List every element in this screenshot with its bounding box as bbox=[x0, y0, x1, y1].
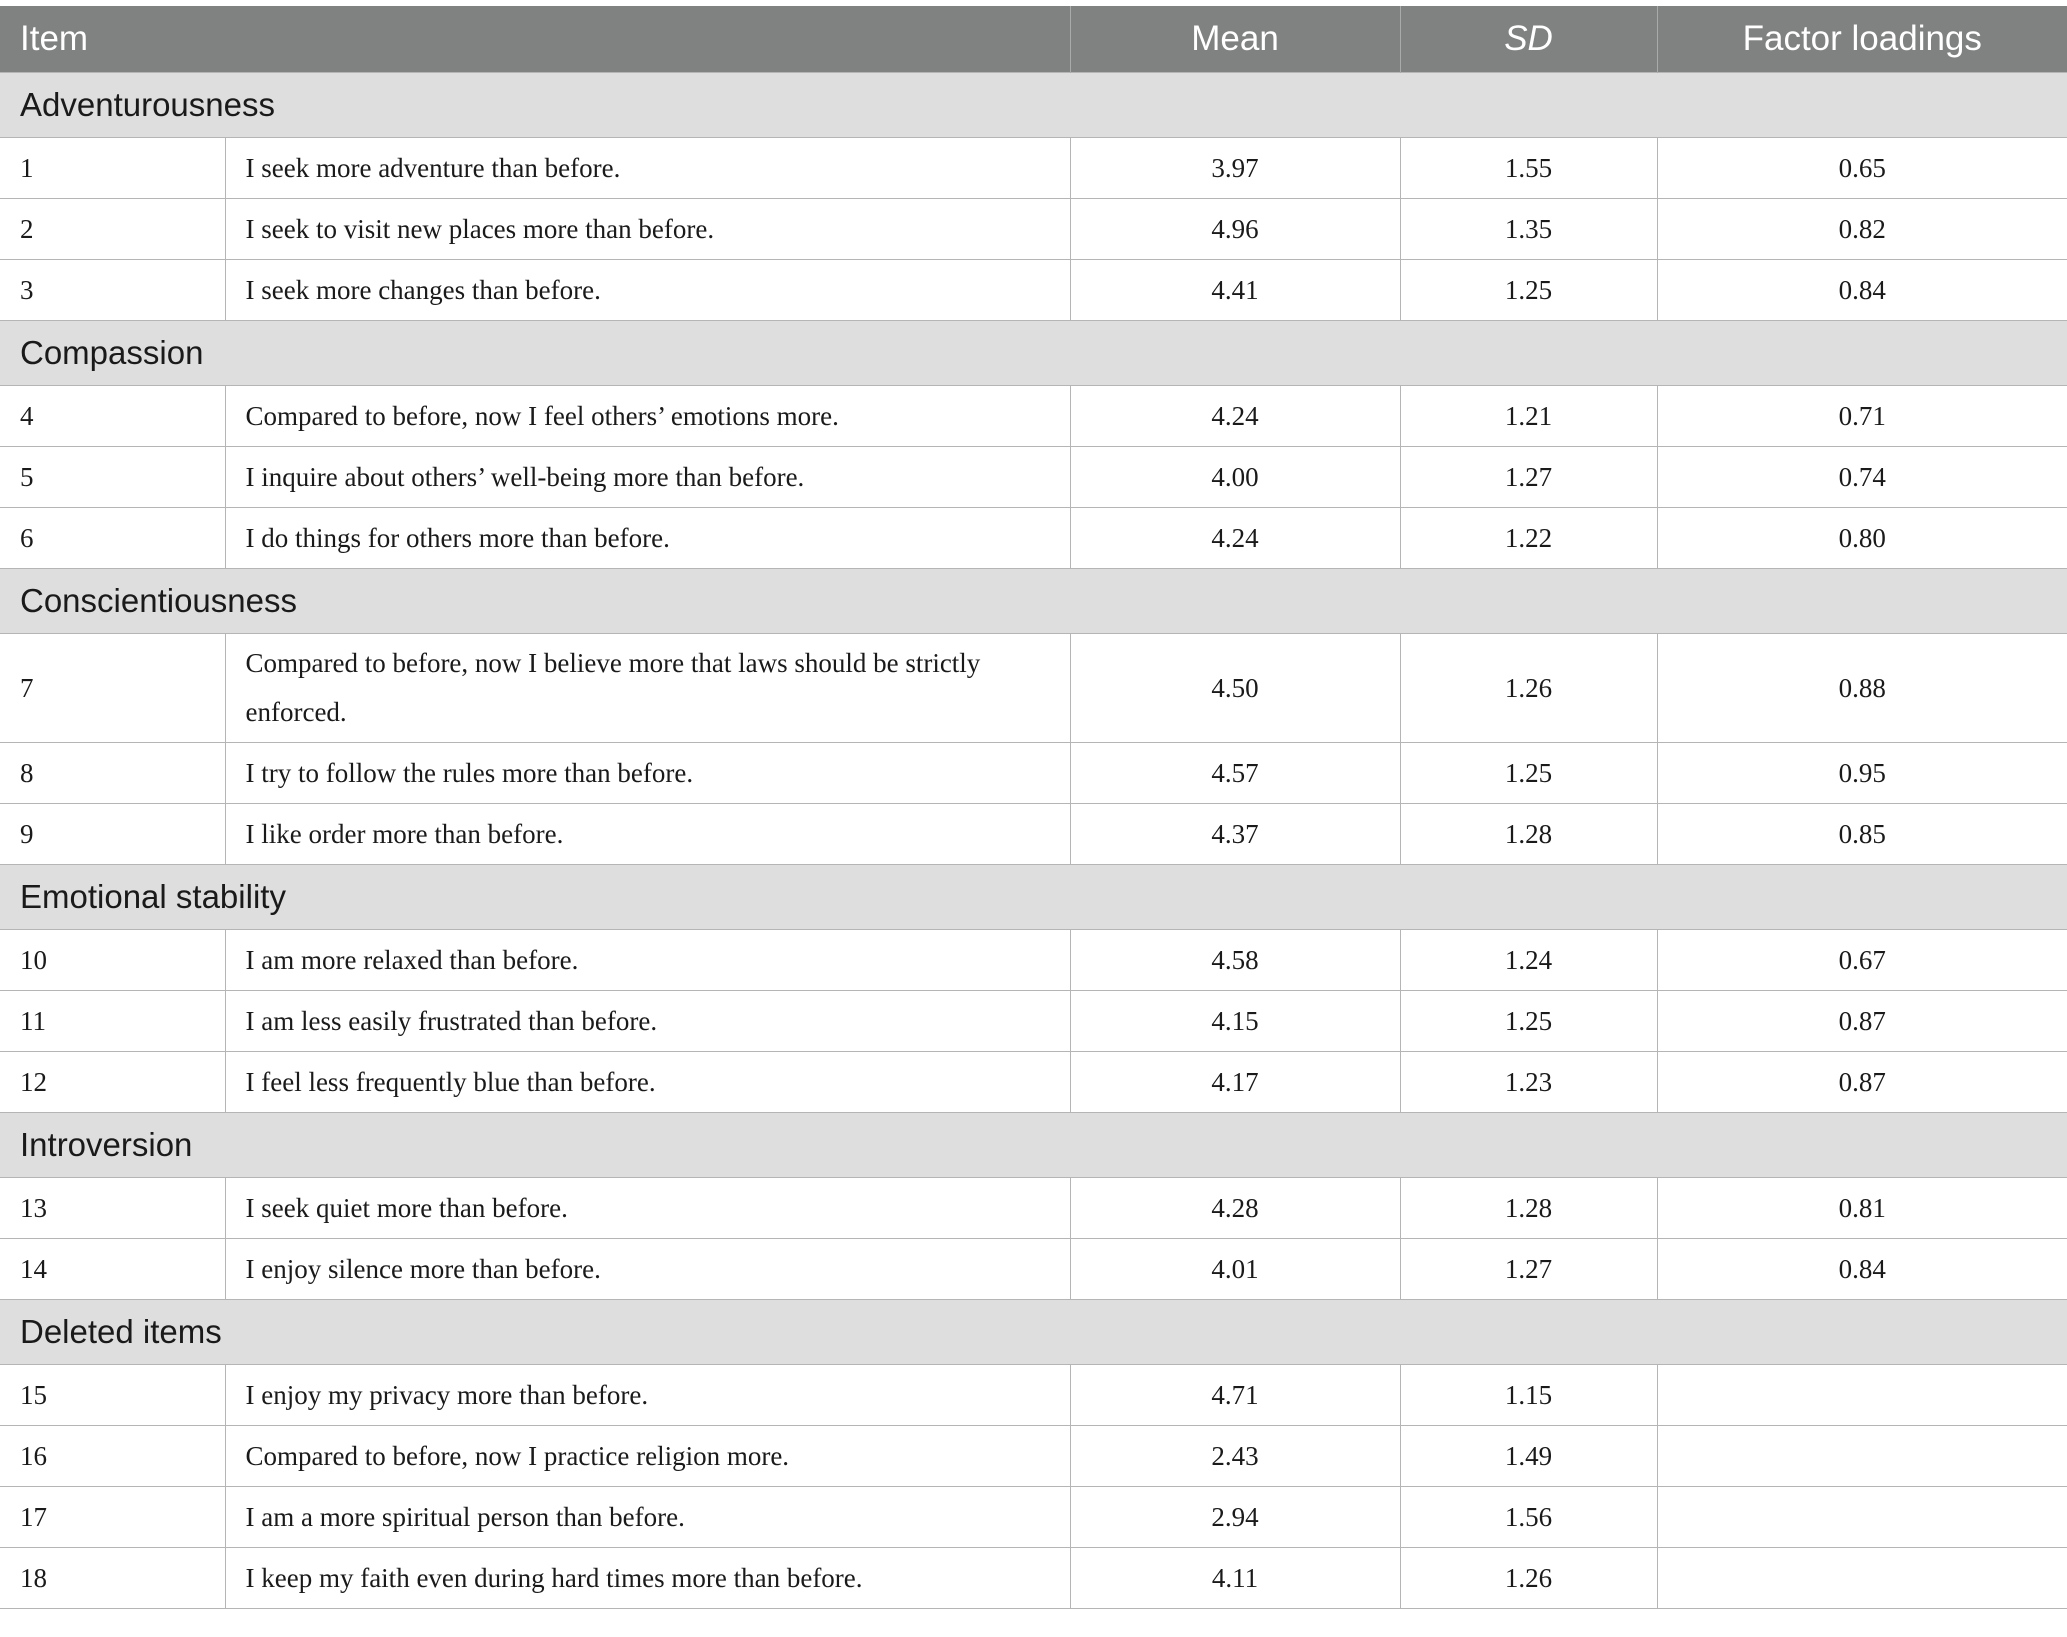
item-factor-loading: 0.80 bbox=[1657, 508, 2067, 569]
group-title: Deleted items bbox=[0, 1300, 2067, 1365]
group-row bbox=[0, 1113, 2067, 1178]
item-text: I am a more spiritual person than before. bbox=[225, 1487, 1070, 1548]
item-factor-loading: 0.81 bbox=[1657, 1178, 2067, 1239]
table-row bbox=[0, 260, 2067, 321]
header-item: Item bbox=[0, 6, 1070, 73]
item-factor-loading: 0.85 bbox=[1657, 804, 2067, 865]
table-row bbox=[0, 508, 2067, 569]
item-sd: 1.26 bbox=[1400, 1548, 1657, 1609]
table-row bbox=[0, 447, 2067, 508]
item-text: I do things for others more than before. bbox=[225, 508, 1070, 569]
item-factor-loading: 0.87 bbox=[1657, 991, 2067, 1052]
table-row bbox=[0, 386, 2067, 447]
table-row bbox=[0, 1052, 2067, 1113]
item-text: I seek quiet more than before. bbox=[225, 1178, 1070, 1239]
item-text: I seek more changes than before. bbox=[225, 260, 1070, 321]
item-number: 15 bbox=[0, 1365, 225, 1426]
item-factor-loading bbox=[1657, 1548, 2067, 1609]
item-mean: 4.41 bbox=[1070, 260, 1400, 321]
item-number: 17 bbox=[0, 1487, 225, 1548]
item-number: 7 bbox=[0, 634, 225, 743]
item-factor-loading bbox=[1657, 1487, 2067, 1548]
group-title: Adventurousness bbox=[0, 73, 2067, 138]
item-text: Compared to before, now I practice religion more. bbox=[225, 1426, 1070, 1487]
table-row bbox=[0, 991, 2067, 1052]
item-number: 12 bbox=[0, 1052, 225, 1113]
item-text: I keep my faith even during hard times more than before. bbox=[225, 1548, 1070, 1609]
item-number: 8 bbox=[0, 743, 225, 804]
group-title: Compassion bbox=[0, 321, 2067, 386]
item-mean: 4.11 bbox=[1070, 1548, 1400, 1609]
group-row bbox=[0, 73, 2067, 138]
item-mean: 4.28 bbox=[1070, 1178, 1400, 1239]
item-text: I like order more than before. bbox=[225, 804, 1070, 865]
item-sd: 1.25 bbox=[1400, 260, 1657, 321]
item-sd: 1.23 bbox=[1400, 1052, 1657, 1113]
header-mean: Mean bbox=[1070, 6, 1400, 73]
item-sd: 1.25 bbox=[1400, 743, 1657, 804]
group-title: Introversion bbox=[0, 1113, 2067, 1178]
item-number: 2 bbox=[0, 199, 225, 260]
table-row bbox=[0, 1487, 2067, 1548]
item-factor-loading: 0.95 bbox=[1657, 743, 2067, 804]
item-number: 9 bbox=[0, 804, 225, 865]
header-sd-label: SD bbox=[1504, 19, 1553, 58]
item-text: I feel less frequently blue than before. bbox=[225, 1052, 1070, 1113]
group-row bbox=[0, 321, 2067, 386]
group-row bbox=[0, 1300, 2067, 1365]
item-factor-loading: 0.84 bbox=[1657, 1239, 2067, 1300]
item-factor-loading: 0.84 bbox=[1657, 260, 2067, 321]
item-mean: 4.71 bbox=[1070, 1365, 1400, 1426]
item-factor-loading: 0.87 bbox=[1657, 1052, 2067, 1113]
item-factor-loading: 0.82 bbox=[1657, 199, 2067, 260]
item-number: 14 bbox=[0, 1239, 225, 1300]
item-mean: 4.50 bbox=[1070, 634, 1400, 743]
item-text: I enjoy my privacy more than before. bbox=[225, 1365, 1070, 1426]
item-factor-loading: 0.88 bbox=[1657, 634, 2067, 743]
item-mean: 4.00 bbox=[1070, 447, 1400, 508]
item-sd: 1.25 bbox=[1400, 991, 1657, 1052]
item-mean: 4.17 bbox=[1070, 1052, 1400, 1113]
item-sd: 1.27 bbox=[1400, 447, 1657, 508]
group-row bbox=[0, 865, 2067, 930]
item-number: 11 bbox=[0, 991, 225, 1052]
item-sd: 1.22 bbox=[1400, 508, 1657, 569]
item-sd: 1.24 bbox=[1400, 930, 1657, 991]
table-row bbox=[0, 1365, 2067, 1426]
item-mean: 4.57 bbox=[1070, 743, 1400, 804]
table-row bbox=[0, 804, 2067, 865]
item-text: I try to follow the rules more than before. bbox=[225, 743, 1070, 804]
item-number: 4 bbox=[0, 386, 225, 447]
item-text: I am more relaxed than before. bbox=[225, 930, 1070, 991]
item-mean: 4.37 bbox=[1070, 804, 1400, 865]
item-sd: 1.27 bbox=[1400, 1239, 1657, 1300]
header-sd bbox=[1400, 6, 1657, 73]
table-row bbox=[0, 743, 2067, 804]
item-mean: 2.94 bbox=[1070, 1487, 1400, 1548]
item-text: I enjoy silence more than before. bbox=[225, 1239, 1070, 1300]
item-factor-loading: 0.65 bbox=[1657, 138, 2067, 199]
item-text: I seek to visit new places more than before. bbox=[225, 199, 1070, 260]
item-sd: 1.28 bbox=[1400, 804, 1657, 865]
item-factor-loading: 0.71 bbox=[1657, 386, 2067, 447]
item-sd: 1.21 bbox=[1400, 386, 1657, 447]
table-row bbox=[0, 1426, 2067, 1487]
item-number: 16 bbox=[0, 1426, 225, 1487]
table-row bbox=[0, 1548, 2067, 1609]
table-row bbox=[0, 1178, 2067, 1239]
item-text: Compared to before, now I believe more that laws should be strictly enforced. bbox=[225, 634, 1070, 743]
item-number: 5 bbox=[0, 447, 225, 508]
item-text: I inquire about others’ well-being more than before. bbox=[225, 447, 1070, 508]
item-number: 6 bbox=[0, 508, 225, 569]
table-row bbox=[0, 138, 2067, 199]
item-number: 13 bbox=[0, 1178, 225, 1239]
table-row bbox=[0, 930, 2067, 991]
item-mean: 4.24 bbox=[1070, 386, 1400, 447]
table-row bbox=[0, 1239, 2067, 1300]
item-factor-loading: 0.67 bbox=[1657, 930, 2067, 991]
item-sd: 1.49 bbox=[1400, 1426, 1657, 1487]
table-row bbox=[0, 634, 2067, 743]
item-sd: 1.28 bbox=[1400, 1178, 1657, 1239]
group-title: Emotional stability bbox=[0, 865, 2067, 930]
item-sd: 1.56 bbox=[1400, 1487, 1657, 1548]
header-factor-loadings: Factor loadings bbox=[1657, 6, 2067, 73]
item-sd: 1.35 bbox=[1400, 199, 1657, 260]
item-mean: 2.43 bbox=[1070, 1426, 1400, 1487]
item-mean: 4.96 bbox=[1070, 199, 1400, 260]
item-text: Compared to before, now I feel others’ emotions more. bbox=[225, 386, 1070, 447]
item-mean: 4.01 bbox=[1070, 1239, 1400, 1300]
item-factor-loading bbox=[1657, 1426, 2067, 1487]
item-factor-loading: 0.74 bbox=[1657, 447, 2067, 508]
item-sd: 1.15 bbox=[1400, 1365, 1657, 1426]
items-table bbox=[0, 6, 2067, 1609]
item-text: I seek more adventure than before. bbox=[225, 138, 1070, 199]
item-mean: 4.24 bbox=[1070, 508, 1400, 569]
item-sd: 1.55 bbox=[1400, 138, 1657, 199]
item-mean: 3.97 bbox=[1070, 138, 1400, 199]
item-number: 1 bbox=[0, 138, 225, 199]
table-row bbox=[0, 199, 2067, 260]
group-row bbox=[0, 569, 2067, 634]
item-number: 18 bbox=[0, 1548, 225, 1609]
item-mean: 4.15 bbox=[1070, 991, 1400, 1052]
item-number: 10 bbox=[0, 930, 225, 991]
header-row bbox=[0, 6, 2067, 73]
item-mean: 4.58 bbox=[1070, 930, 1400, 991]
item-factor-loading bbox=[1657, 1365, 2067, 1426]
item-text: I am less easily frustrated than before. bbox=[225, 991, 1070, 1052]
item-number: 3 bbox=[0, 260, 225, 321]
item-sd: 1.26 bbox=[1400, 634, 1657, 743]
table-body bbox=[0, 73, 2067, 1609]
group-title: Conscientiousness bbox=[0, 569, 2067, 634]
